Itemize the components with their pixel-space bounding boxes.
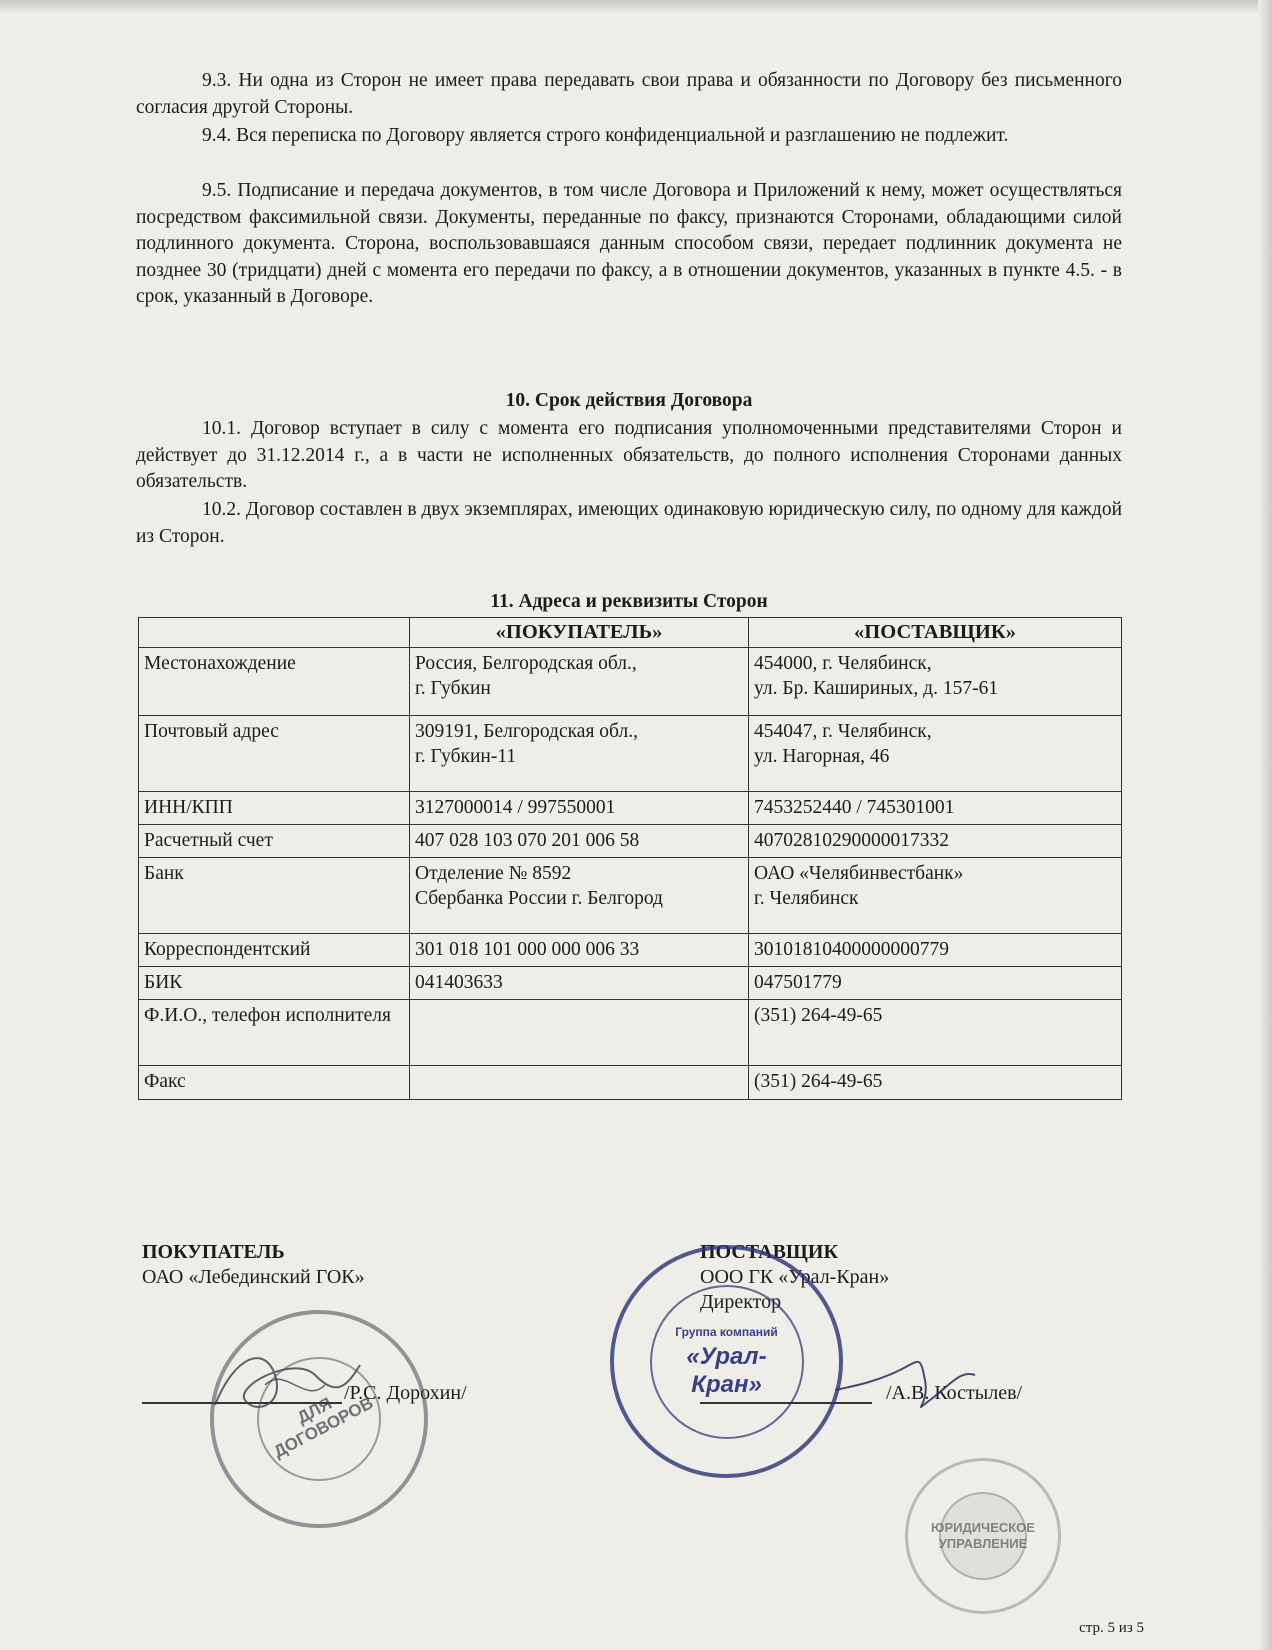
section-11-heading: 11. Адреса и реквизиты Сторон: [490, 591, 768, 612]
row-label: Банк: [139, 858, 410, 934]
table-row: [139, 1000, 1122, 1066]
clause-9-4: 9.4. Вся переписка по Договору является строго конфиденциальной и разглашению не подлежит.: [202, 125, 1009, 146]
buyer-name: /Р.С. Дорохин/: [344, 1382, 467, 1404]
table-row: [139, 1066, 1122, 1100]
scan-edge-right: [1258, 0, 1272, 1650]
table-header-row: [139, 618, 1122, 648]
supplier-stamp: [610, 1245, 843, 1478]
supplier-stamp-caption: Группа компаний: [675, 1324, 778, 1339]
buyer-cell: [410, 1000, 749, 1066]
buyer-title: ПОКУПАТЕЛЬ: [142, 1241, 285, 1263]
buyer-line: Сбербанка России г. Белгород: [415, 888, 663, 909]
supplier-line: 454000, г. Челябинск,: [754, 653, 932, 674]
supplier-cell: (351) 264-49-65: [749, 1000, 1122, 1066]
buyer-line: 309191, Белгородская обл.,: [415, 721, 638, 742]
supplier-cell: (351) 264-49-65: [749, 1066, 1122, 1100]
buyer-stamp: [172, 1272, 467, 1567]
supplier-cell: [749, 716, 1122, 792]
table-row: [139, 716, 1122, 792]
legal-dept-stamp-inner: ЮРИДИЧЕСКОЕ УПРАВЛЕНИЕ: [939, 1492, 1027, 1580]
row-label: Расчетный счет: [139, 825, 410, 858]
buyer-cell: [410, 1066, 749, 1100]
row-label: Факс: [139, 1066, 410, 1100]
table-row: [139, 792, 1122, 825]
row-label: Ф.И.О., телефон исполнителя: [139, 1000, 410, 1066]
supplier-cell: 40702810290000017332: [749, 825, 1122, 858]
supplier-org: ООО ГК «Урал-Кран»: [700, 1266, 890, 1288]
supplier-cell: [749, 648, 1122, 716]
page-number: стр. 5 из 5: [1079, 1620, 1144, 1636]
supplier-stamp-name: «Урал-Кран»: [686, 1342, 767, 1398]
buyer-stamp-inner: ДЛЯ ДОГОВОРОВ: [235, 1335, 403, 1503]
supplier-cell: 30101810400000000779: [749, 934, 1122, 967]
table-row: [139, 967, 1122, 1000]
supplier-stamp-inner: [650, 1285, 804, 1439]
section-10-heading: 10. Срок действия Договора: [505, 390, 753, 411]
buyer-cell: [410, 648, 749, 716]
scan-edge-top: [0, 0, 1272, 14]
buyer-cell: 3127000014 / 997550001: [410, 792, 749, 825]
row-label: ИНН/КПП: [139, 792, 410, 825]
buyer-cell: 407 028 103 070 201 006 58: [410, 825, 749, 858]
buyer-signature-block: [142, 1240, 365, 1290]
table-row: [139, 648, 1122, 716]
buyer-cell: [410, 858, 749, 934]
supplier-line: 454047, г. Челябинск,: [754, 721, 932, 742]
buyer-line: Отделение № 8592: [415, 863, 572, 884]
buyer-cell: 041403633: [410, 967, 749, 1000]
supplier-cell: 7453252440 / 745301001: [749, 792, 1122, 825]
table-header-buyer: «ПОКУПАТЕЛЬ»: [410, 618, 749, 648]
supplier-title: ПОСТАВЩИК: [700, 1241, 838, 1263]
buyer-line: г. Губкин: [415, 678, 491, 699]
clause-10-1: 10.1. Договор вступает в силу с момента его подписания уполномоченными представителями Сторон и действует до 31.12.2014 г., а в части не исполненных обязательств, до полного исполнения Сторонами данных обязательств.: [136, 418, 1122, 492]
supplier-line: ул. Бр. Кашириных, д. 157-61: [754, 678, 999, 699]
clause-10-2: 10.2. Договор составлен в двух экземплярах, имеющих одинаковую юридическую силу, по одному для каждой из Сторон.: [136, 499, 1122, 547]
table-row: [139, 825, 1122, 858]
buyer-line: Россия, Белгородская обл.,: [415, 653, 637, 674]
legal-dept-stamp: [905, 1458, 1061, 1614]
supplier-line: ОАО «Челябинвестбанк»: [754, 863, 964, 884]
supplier-cell: [749, 858, 1122, 934]
supplier-line: ул. Нагорная, 46: [754, 746, 890, 767]
row-label: Почтовый адрес: [139, 716, 410, 792]
buyer-cell: 301 018 101 000 000 006 33: [410, 934, 749, 967]
supplier-handwritten-signature: [830, 1350, 980, 1420]
clause-9-5: 9.5. Подписание и передача документов, в том числе Договора и Приложений к нему, может осуществляться посредством факсимильной связи. Документы, переданные по факсу, признаются Сторонами, обладающими силой подлинного документа. Сторона, воспользовавшаяся данным способом связи, передает подлинник документа не позднее 30 (тридцати) дней с момента его передачи по факсу, а в отношении документов, указанных в пункте 4.5. - в срок, указанный в Договоре.: [136, 180, 1122, 307]
buyer-cell: [410, 716, 749, 792]
table-row: [139, 858, 1122, 934]
clause-9-3: 9.3. Ни одна из Сторон не имеет права передавать свои права и обязанности по Договору без письменного согласия другой Стороны.: [136, 70, 1122, 118]
requisites-table: [138, 617, 1122, 1100]
supplier-line: г. Челябинск: [754, 888, 859, 909]
table-row: [139, 934, 1122, 967]
buyer-line: г. Губкин-11: [415, 746, 517, 767]
table-header-supplier: «ПОСТАВЩИК»: [749, 618, 1122, 648]
supplier-name: /А.В. Костылев/: [886, 1382, 1023, 1404]
row-label: БИК: [139, 967, 410, 1000]
buyer-org: ОАО «Лебединский ГОК»: [142, 1266, 365, 1288]
supplier-cell: 047501779: [749, 967, 1122, 1000]
row-label: Местонахождение: [139, 648, 410, 716]
row-label: Корреспондентский: [139, 934, 410, 967]
table-header-empty: [139, 618, 410, 648]
supplier-role: Директор: [700, 1291, 782, 1313]
